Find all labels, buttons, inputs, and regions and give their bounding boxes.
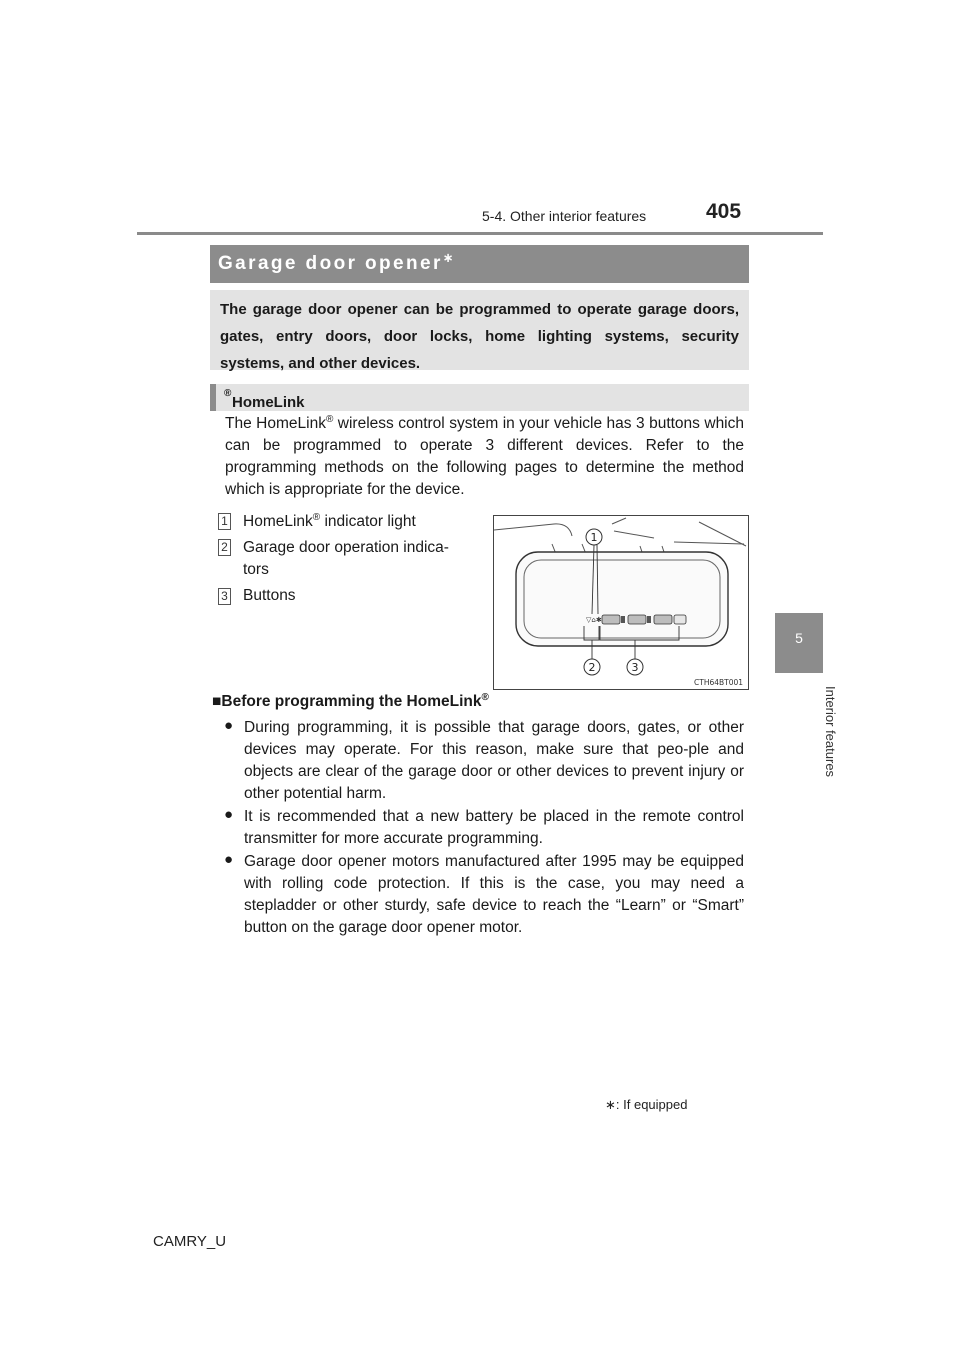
intro-text: The garage door opener can be programmed to operate garage doors, gates, entry doors, door locks, home lighting systems, security systems, and other devices. xyxy=(220,301,739,372)
footer-model-code: CAMRY_U xyxy=(153,1233,227,1250)
callout-2: 2 xyxy=(588,661,596,674)
bullet-item: During programming, it is possible that garage doors, gates, or other devices may operate. For this reason, make sure that peo-ple and objects are clear of the garage door or other devices to prevent injury or other potential harm. xyxy=(244,719,744,802)
item-buttons: Buttons xyxy=(243,587,296,604)
bullet-item: Garage door opener motors manufactured after 1995 may be equipped with rolling code protection. If this is the case, you may need a stepladder or other sturdy, safe device to reach the “Learn” or “Smart” button on the garage door opener motor. xyxy=(244,853,744,936)
item-number-2: 2 xyxy=(218,539,231,556)
bullet-icon: ● xyxy=(224,717,234,734)
homelink-paragraph: The HomeLink® wireless control system in your vehicle has 3 buttons which can be programmed to operate 3 different devices. Refer to the programming methods on the following pages to determine the method which is appropriate for the device. xyxy=(225,413,744,498)
chapter-title: Interior features xyxy=(823,686,838,778)
bullet-icon: ● xyxy=(224,851,234,868)
callout-1: 1 xyxy=(590,531,598,544)
item-number-1: 1 xyxy=(218,513,231,530)
chapter-number: 5 xyxy=(795,630,803,646)
intro-box xyxy=(210,290,749,370)
if-equipped-marker: ∗ xyxy=(442,250,457,265)
section-marker: ■ xyxy=(212,693,222,710)
item-operation-indicators: Garage door operation indica- tors xyxy=(243,539,449,578)
homelink-heading-text: HomeLink ® xyxy=(224,388,305,411)
chapter-tab xyxy=(775,613,823,673)
svg-text:▽⌂✱: ▽⌂✱ xyxy=(586,616,602,624)
bullet-icon: ● xyxy=(224,806,234,823)
page-number: 405 xyxy=(706,200,742,223)
footnote: ∗: If equipped xyxy=(605,1097,688,1112)
before-programming-heading: ■Before programming the HomeLink® xyxy=(212,691,489,710)
section-heading: 5-4. Other interior features xyxy=(482,208,647,224)
mirror-figure xyxy=(493,515,749,690)
item-number-3: 3 xyxy=(218,588,231,605)
bullet-item: It is recommended that a new battery be placed in the remote control transmitter for more accurate programming. xyxy=(244,808,744,847)
homelink-heading xyxy=(210,384,749,411)
mirror-illustration xyxy=(494,516,748,689)
figure-code: CTH64BT001 xyxy=(694,678,744,687)
callout-3: 3 xyxy=(631,661,639,674)
item-indicator-light: HomeLink® indicator light xyxy=(243,511,416,530)
page-title-bar xyxy=(210,245,749,283)
header-divider xyxy=(137,232,823,235)
page-title-text: Garage door opener xyxy=(218,253,443,274)
page-title xyxy=(218,250,457,275)
